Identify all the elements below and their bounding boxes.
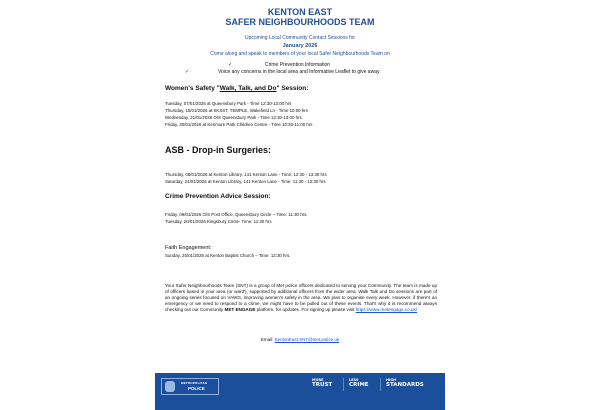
womens-safety-heading — [165, 85, 308, 92]
intro-month: January 2026 — [282, 43, 318, 49]
list-item: Thursday, 08/01/2026 at Kenton Library, 141 Kenton Lane - Time: 12:30 - 13:30 hrs — [165, 172, 327, 177]
paragraph-text: platform, for updates. For signing up please visit — [255, 307, 356, 312]
met-engage-label: MET ENGAGE — [224, 307, 256, 312]
slogan-divider — [343, 378, 344, 391]
bullet-text: Crime Prevention Information — [265, 62, 331, 68]
paragraph-text: Your Safer Neighbourhoods Team (SNT) is a group of Met police officers dedicated to serving your Community. The team is made up of officers based in your area (or ward'), supported by additional officers from the wider area. Walk Talk and Do sessions are part of an ongoing series focused on VAWG, improving women's safety in the area. We plan to organise every week. However, if there's an emergency or we need to respond to a crime, we might have to be pulled out of these events. That's why it is recommend always checking out our Community — [165, 283, 437, 312]
email-link[interactable]: KentonEast.SNT@met.police.uk — [274, 337, 340, 342]
slogan-divider — [380, 378, 381, 391]
info-paragraph — [165, 283, 437, 313]
crime-prevention-heading: Crime Prevention Advice Session: — [165, 193, 271, 200]
heading-prefix: Women's Safety " — [165, 85, 220, 92]
bullet-text: Voice any concerns in the local area and Informative Leaflet to give away — [218, 69, 380, 75]
met-engage-link[interactable]: https://www.metengage.co.uk/ — [355, 307, 418, 312]
list-item: Sunday, 25/01/2026 at Kenton Baptist Church – Time: 13:30 hrs. — [165, 253, 291, 258]
list-item: Friday, 30/01/2026 at Kenmore Park Children Centre - Time 10:30-11:00 hrs — [165, 122, 313, 127]
slogan-big: STANDARDS — [386, 382, 424, 388]
title-line-1: KENTON EAST — [267, 7, 333, 17]
slogan-small: MORE — [312, 378, 324, 382]
asb-heading: ASB - Drop-in Surgeries: — [165, 145, 272, 155]
email-label: Email: — [260, 337, 275, 342]
crest-icon — [165, 381, 175, 392]
list-item: Thursday, 15/01/2026 at SKSST, TEMPLE, Wakefield Ln - Time 10:00 hrs — [165, 108, 308, 113]
logo-text-bottom: POLICE — [188, 386, 205, 391]
slogan-more-trust — [312, 378, 332, 388]
heading-suffix: " Session: — [276, 85, 309, 92]
title-line-2: SAFER NEIGHBOURHOODS TEAM — [225, 17, 375, 27]
check-icon: ✓ — [185, 69, 190, 75]
slogan-big: CRIME — [349, 382, 369, 388]
list-item: Tuesday, 20/01/2026 Kingsbury Circle- Time: 11:30 hrs — [165, 219, 272, 224]
flyer-title — [155, 7, 445, 27]
intro-line: Upcoming Local Community Contact Sessions for — [244, 35, 356, 41]
slogan-small: HIGH — [386, 378, 397, 382]
list-item: Friday, 09/01/2026 O/S Post Office, Queensbury Circle – Time: 11:30 hrs. — [165, 212, 308, 217]
logo-text-top: METROPOLITAN — [181, 381, 208, 385]
faith-heading: Faith Engagement: — [165, 245, 212, 251]
slogan-big: TRUST — [312, 382, 333, 388]
met-police-logo — [161, 378, 219, 395]
footer-band — [155, 373, 445, 410]
slogan-high-standards — [386, 378, 424, 388]
list-item: Saturday, 24/01/2026 at Kenton Library, 141 Kenton Lane - Time: 11:30 - 12:30 hrs — [165, 179, 326, 184]
list-item: Wednesday, 21/01/2026 O/S Queensbury Park - Time 12:30-13:00 hrs. — [165, 115, 303, 120]
check-icon: ✓ — [228, 62, 233, 68]
slogan-small: LESS — [349, 378, 359, 382]
flyer-page — [155, 0, 445, 410]
heading-underlined: Walk, Talk, and Do — [219, 85, 277, 92]
list-item: Tuesday, 07/01/2026 at Queensbury Park - Time 12:30-13:00 hrs — [165, 101, 292, 106]
intro-invite: Come along and speak to members of your local Safer Neighbourhoods Team on — [210, 51, 390, 57]
email-line — [155, 337, 445, 342]
slogan-less-crime — [349, 378, 369, 388]
